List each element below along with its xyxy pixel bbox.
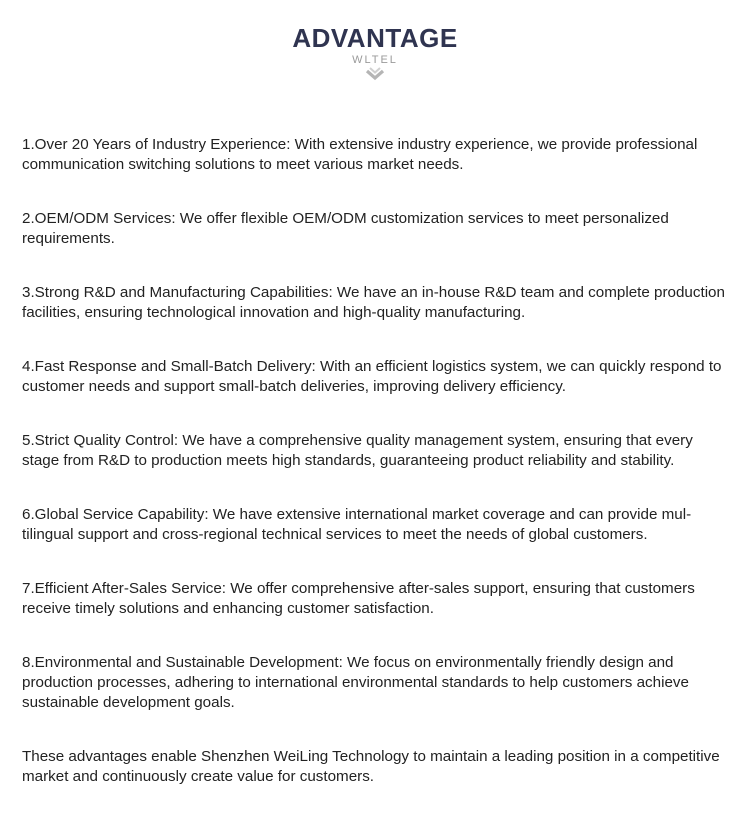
page-title: ADVANTAGE <box>292 23 458 53</box>
advantage-item-8: 8.Environmental and Sustainable Development: We focus on environmentally friendly design and production processes, adhering to international environmental standards to help customers achieve sustainable development goals. <box>22 654 689 711</box>
page-subtitle: WLTEL <box>352 54 398 66</box>
advantage-item-3: 3.Strong R&D and Manufacturing Capabilities: We have an in-house R&D team and complete production facilities, ensuring technological innovation and high-quality manufacturing. <box>22 284 725 321</box>
advantage-item-1: 1.Over 20 Years of Industry Experience: With extensive industry experience, we provide professional communication switching solutions to meet various market needs. <box>22 136 698 173</box>
section-header <box>0 22 750 81</box>
advantage-item-5: 5.Strict Quality Control: We have a comprehensive quality management system, ensuring that every stage from R&D to production meets high standards, guaranteeing product reliability and stability. <box>22 432 693 469</box>
closing-statement: These advantages enable Shenzhen WeiLing Technology to maintain a leading position in a competitive market and continuously create value for customers. <box>22 748 720 785</box>
advantages-list <box>22 135 734 821</box>
advantage-item-4: 4.Fast Response and Small-Batch Delivery: With an efficient logistics system, we can quickly respond to customer needs and support small-batch deliveries, improving delivery efficiency. <box>22 358 722 395</box>
advantage-item-6: 6.Global Service Capability: We have extensive international market coverage and can provide multilingual support and cross-regional technical services to meet the needs of global customers. <box>22 506 692 543</box>
advantage-item-2: 2.OEM/ODM Services: We offer flexible OEM/ODM customization services to meet personalized requirements. <box>22 210 669 247</box>
advantage-item-7: 7.Efficient After-Sales Service: We offer comprehensive after-sales support, ensuring that customers receive timely solutions and enhancing customer satisfaction. <box>22 580 695 617</box>
chevron-down-icon <box>365 67 385 81</box>
